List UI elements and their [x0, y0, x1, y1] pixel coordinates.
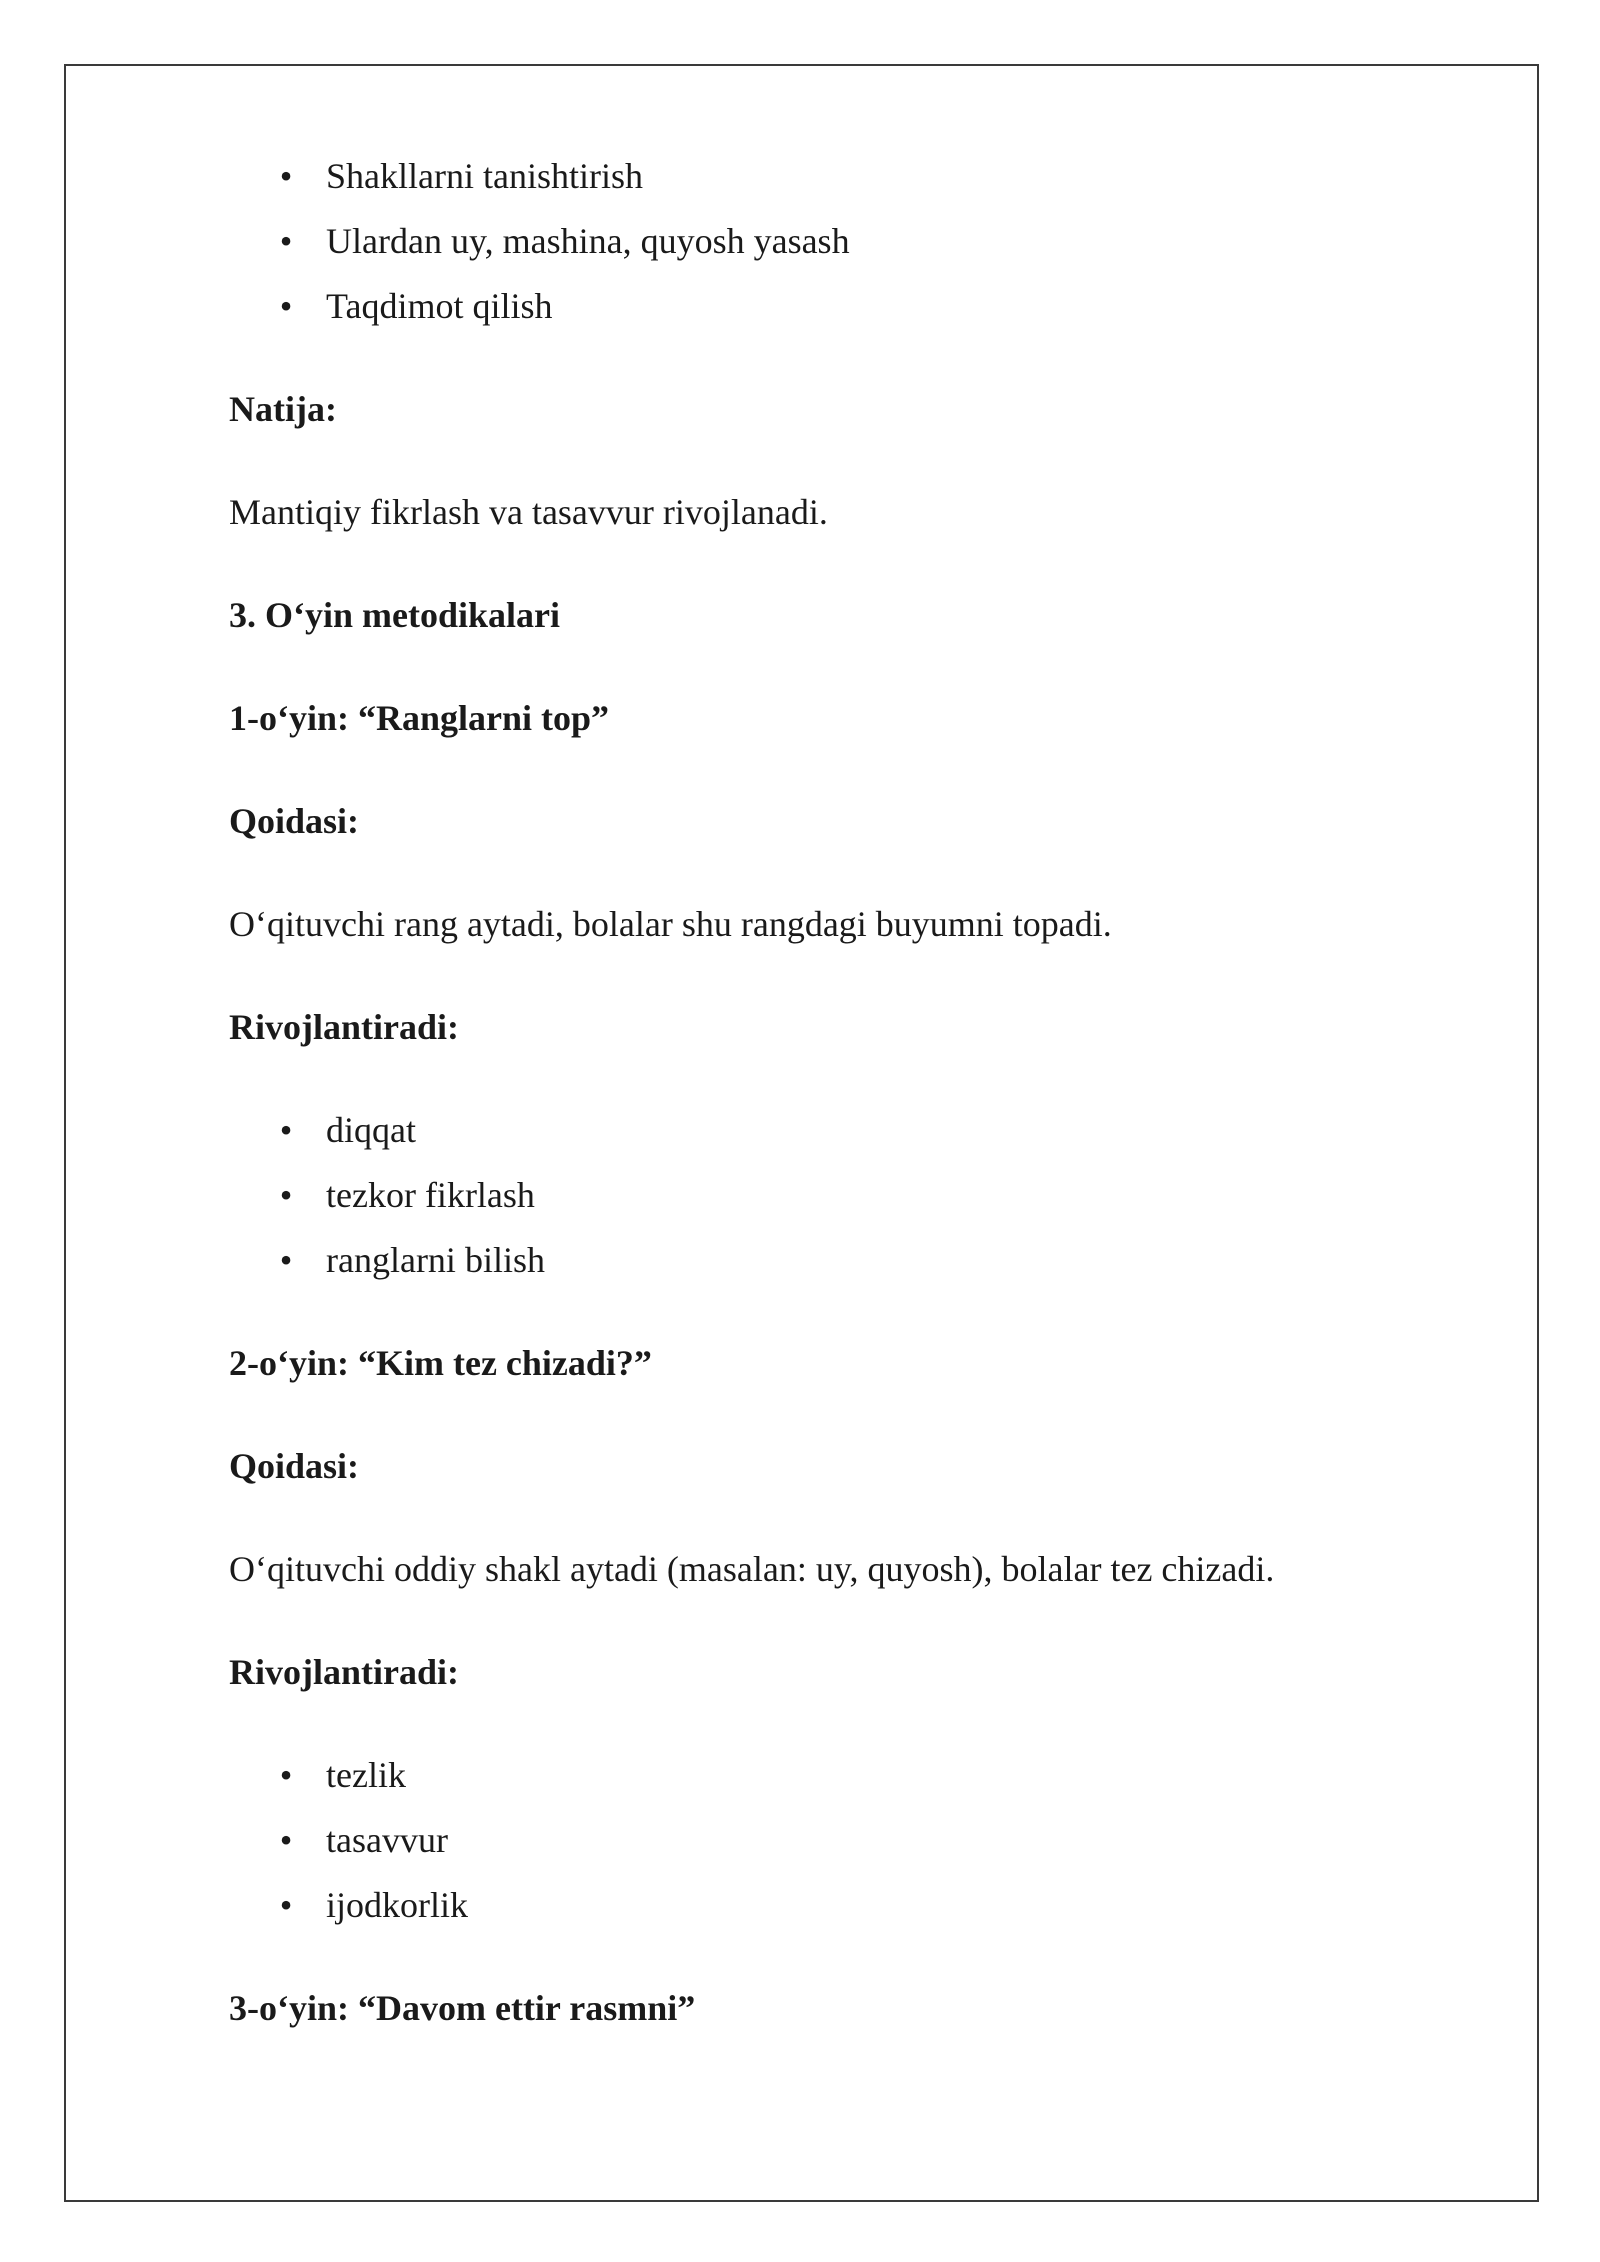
game2-develops-heading: Rivojlantiradi: [229, 1652, 459, 1692]
list-item-text: Taqdimot qilish [326, 286, 553, 326]
list-item-text: tezkor fikrlash [326, 1175, 535, 1215]
bullet-icon: • [279, 1175, 293, 1215]
natija-text: Mantiqiy fikrlash va tasavvur rivojlanadi. [229, 492, 828, 532]
game1-develops-heading: Rivojlantiradi: [229, 1007, 459, 1047]
bullet-icon: • [279, 1755, 293, 1795]
bullet-icon: • [279, 221, 293, 261]
game1-rule-text: O‘qituvchi rang aytadi, bolalar shu rangdagi buyumni topadi. [229, 904, 1112, 944]
bullet-icon: • [279, 1110, 293, 1150]
bullet-icon: • [279, 156, 293, 196]
list-item-text: tezlik [326, 1755, 406, 1795]
game1-title: 1-o‘yin: “Ranglarni top” [229, 698, 610, 738]
game2-rule-text: O‘qituvchi oddiy shakl aytadi (masalan: uy, quyosh), bolalar tez chizadi. [229, 1549, 1275, 1589]
list-item-text: Ulardan uy, mashina, quyosh yasash [326, 221, 850, 261]
list-item-text: Shakllarni tanishtirish [326, 156, 643, 196]
list-item-text: tasavvur [326, 1820, 448, 1860]
bullet-icon: • [279, 286, 293, 326]
bullet-icon: • [279, 1820, 293, 1860]
game1-rule-heading: Qoidasi: [229, 801, 360, 841]
list-item-text: ijodkorlik [326, 1885, 468, 1925]
bullet-icon: • [279, 1240, 293, 1280]
game2-rule-heading: Qoidasi: [229, 1446, 360, 1486]
game3-title: 3-o‘yin: “Davom ettir rasmni” [229, 1988, 696, 2028]
section-heading: 3. O‘yin metodikalari [229, 595, 560, 635]
list-item-text: diqqat [326, 1110, 416, 1150]
game2-title: 2-o‘yin: “Kim tez chizadi?” [229, 1343, 652, 1383]
list-item-text: ranglarni bilish [326, 1240, 545, 1280]
natija-heading: Natija: [229, 389, 337, 429]
bullet-icon: • [279, 1885, 293, 1925]
